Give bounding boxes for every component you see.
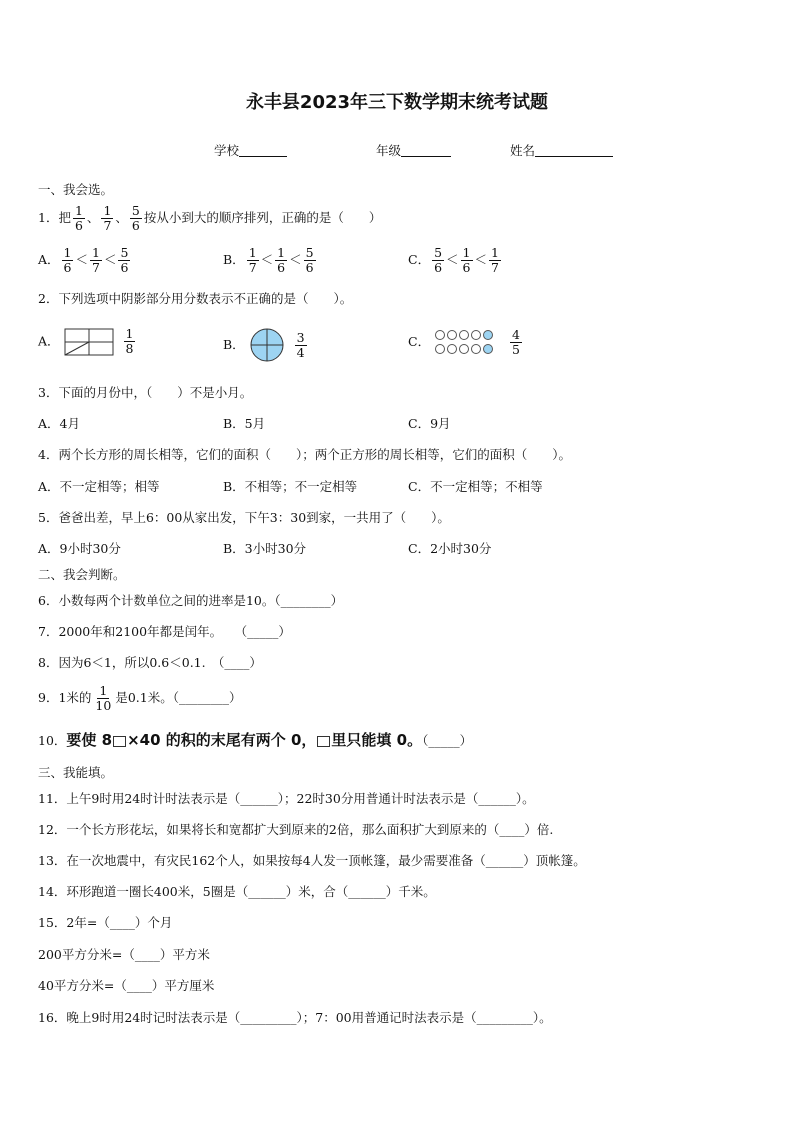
name-field[interactable]: 姓名 xyxy=(510,141,613,159)
question-10: 10．要使 8 ×40 的积的末尾有两个 0， 里只能填 0。（_____） xyxy=(38,731,473,749)
question-2: 2．下列选项中阴影部分用分数表示不正确的是（ ）。 xyxy=(38,291,353,306)
option-b[interactable]: B．3小时30分 xyxy=(223,541,307,556)
question-1: 1．把 $\frac{1}{6}$ 、 $\frac{1}{7}$ 、 $\frac{5}{6}$ 按从小到大的顺序排列，正确的是（ ） xyxy=(38,203,382,233)
fraction: $\frac{1}{7}$ xyxy=(103,203,112,233)
question-5: 5．爸爸出差，早上6：00从家出发，下午3：30到家，一共用了（ ）。 xyxy=(38,510,450,525)
question-14: 14．环形跑道一圈长400米，5圈是（______）米，合（______）千米。 xyxy=(38,884,436,899)
option-c[interactable]: C． $\frac{4}{5}$ xyxy=(408,326,520,357)
question-3: 3．下面的月份中，（ ）不是小月。 xyxy=(38,385,253,400)
section-heading-choice: 一、我会选。 xyxy=(38,182,114,197)
question-2-options xyxy=(38,327,758,367)
option-c[interactable]: C．不一定相等；不相等 xyxy=(408,479,543,494)
question-7: 7．2000年和2100年都是闰年。 （_____） xyxy=(38,624,291,639)
section-heading-fill: 三、我能填。 xyxy=(38,765,114,780)
question-4: 4．两个长方形的周长相等，它们的面积（ ）；两个正方形的周长相等，它们的面积（ ）。 xyxy=(38,447,571,462)
option-b[interactable]: B． $\frac{1}{7}$ ＜ $\frac{1}{6}$ ＜ $\frac{5}{6}$ xyxy=(223,245,314,275)
option-a[interactable]: A． $\frac{1}{8}$ xyxy=(38,326,134,356)
question-11: 11．上午9时用24时计时法表示是（______）；22时30分用普通计时法表示是（______）。 xyxy=(38,791,535,806)
option-b[interactable]: B． $\frac{3}{4}$ xyxy=(223,327,309,363)
question-15: 15．2年=（____）个月 xyxy=(38,915,173,930)
option-c[interactable]: C．2小时30分 xyxy=(408,541,492,556)
option-a[interactable]: A．不一定相等；相等 xyxy=(38,479,160,494)
page-title: 永丰县2023年三下数学期末统考试题 xyxy=(245,92,549,113)
section-heading-judge: 二、我会判断。 xyxy=(38,567,126,582)
grade-field[interactable]: 年级 xyxy=(376,141,451,159)
question-15-part-b: 200平方分米=（____）平方米 xyxy=(38,947,210,962)
question-13: 13．在一次地震中，有灾民162个人，如果按每4人发一顶帐篷，最少需要准备（______）顶帐篷。 xyxy=(38,853,586,868)
question-6: 6．小数每两个计数单位之间的进率是10。（________） xyxy=(38,593,344,608)
fraction: $\frac{1}{10}$ xyxy=(95,683,112,713)
option-b[interactable]: B．5月 xyxy=(223,416,266,431)
circles-shaded-figure xyxy=(434,327,500,357)
school-field[interactable]: 学校 xyxy=(214,141,287,159)
box-icon xyxy=(317,736,330,747)
question-12: 12．一个长方形花坛，如果将长和宽都扩大到原来的2倍，那么面积扩大到原来的（____）倍. xyxy=(38,822,554,837)
option-a[interactable]: A．9小时30分 xyxy=(38,541,121,556)
question-1-options xyxy=(38,246,758,280)
option-c[interactable]: C． $\frac{5}{6}$ ＜ $\frac{1}{6}$ ＜ $\frac{1}{7}$ xyxy=(408,245,499,275)
question-16: 16．晚上9时用24时记时法表示是（_________）；7：00用普通记时法表示是（_________）。 xyxy=(38,1010,552,1025)
question-15-part-c: 40平方分米=（____）平方厘米 xyxy=(38,978,215,993)
rectangle-shaded-figure xyxy=(64,328,114,356)
box-icon xyxy=(113,736,126,747)
circle-shaded-figure xyxy=(249,327,285,363)
fraction: $\frac{5}{6}$ xyxy=(131,203,140,233)
question-8: 8．因为6＜1，所以0.6＜0.1. （____） xyxy=(38,655,262,670)
option-b[interactable]: B．不相等；不一定相等 xyxy=(223,479,358,494)
option-c[interactable]: C．9月 xyxy=(408,416,451,431)
option-a[interactable]: A． $\frac{1}{6}$ ＜ $\frac{1}{7}$ ＜ $\frac{5}{6}$ xyxy=(38,245,129,275)
question-9: 9．1米的 $\frac{1}{10}$ 是0.1米。（________） xyxy=(38,683,242,713)
fraction: $\frac{1}{6}$ xyxy=(74,203,83,233)
option-a[interactable]: A．4月 xyxy=(38,416,80,431)
